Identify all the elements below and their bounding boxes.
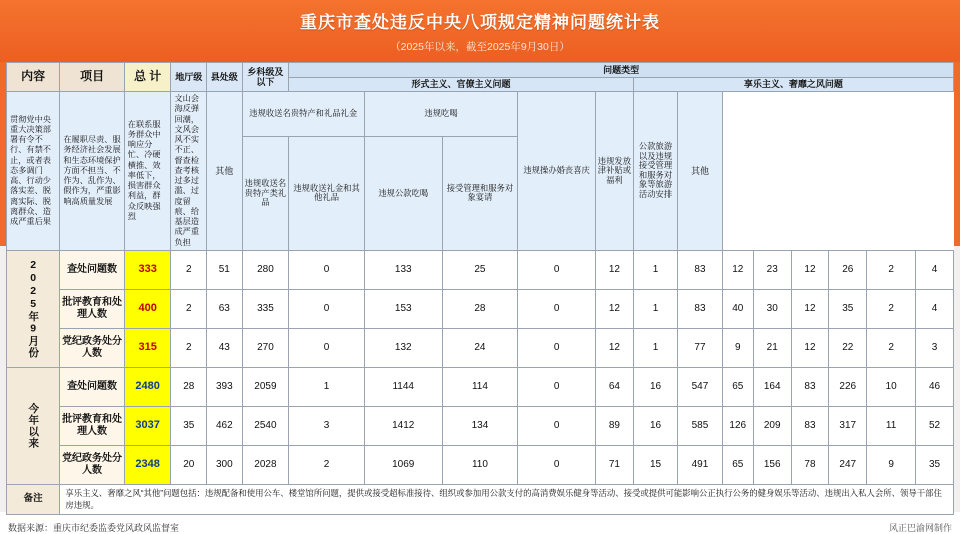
cell-h-other: 35	[916, 445, 954, 484]
note-label: 备注	[7, 484, 60, 515]
cell-city: 2	[171, 250, 207, 289]
header-h1b: 违规收送礼金和其他礼品	[289, 137, 365, 251]
table-note-row	[7, 484, 954, 515]
row-name: 查处问题数	[60, 367, 124, 406]
table-row	[7, 445, 954, 484]
header-group-formalism: 形式主义、官僚主义问题	[289, 77, 634, 92]
cell-h1a: 16	[633, 406, 677, 445]
cell-f-other: 12	[596, 328, 634, 367]
header-h5: 公款旅游以及违规接受管理和服务对象等旅游活动安排	[633, 92, 677, 251]
cell-h2a: 40	[722, 289, 753, 328]
cell-township: 270	[242, 328, 289, 367]
cell-county: 63	[207, 289, 243, 328]
cell-h5: 9	[867, 445, 916, 484]
header-content: 内容	[7, 63, 60, 92]
header-level-county: 县处级	[207, 63, 243, 92]
cell-h2a: 126	[722, 406, 753, 445]
table-row	[7, 250, 954, 289]
cell-h2b: 21	[753, 328, 791, 367]
cell-township: 335	[242, 289, 289, 328]
page-subtitle: （2025年以来，截至2025年9月30日）	[390, 41, 570, 53]
cell-h3: 12	[791, 289, 829, 328]
note-text: 享乐主义、奢靡之风“其他”问题包括：违规配备和使用公车、楼堂馆所问题，提供或接受超标准接待、组织或参加用公款支付的高消费娱乐健身等活动、接受或提供可能影响公正执行公务的健身娱乐等活动、违规出入私人会所、领导干部住房违规。	[60, 484, 954, 515]
row-name: 查处问题数	[60, 250, 124, 289]
header-h-other: 其他	[678, 92, 722, 251]
cell-city: 20	[171, 445, 207, 484]
cell-h1b: 491	[678, 445, 722, 484]
cell-f4: 0	[518, 250, 596, 289]
data-source: 数据来源：重庆市纪委监委党风政风监督室	[8, 523, 180, 534]
statistics-table-wrapper	[0, 62, 960, 515]
row-name: 批评教育和处理人数	[60, 289, 124, 328]
row-name: 批评教育和处理人数	[60, 406, 124, 445]
cell-f2: 133	[364, 250, 442, 289]
cell-f3: 28	[442, 289, 518, 328]
cell-h2b: 156	[753, 445, 791, 484]
header-f-other: 其他	[207, 92, 243, 251]
cell-h5: 10	[867, 367, 916, 406]
cell-h2b: 30	[753, 289, 791, 328]
cell-h2b: 209	[753, 406, 791, 445]
cell-f-other: 89	[596, 406, 634, 445]
cell-h2b: 164	[753, 367, 791, 406]
row-period-label-2	[7, 367, 60, 484]
cell-h2b: 23	[753, 250, 791, 289]
cell-city: 2	[171, 328, 207, 367]
cell-f4: 0	[518, 367, 596, 406]
cell-h3: 83	[791, 367, 829, 406]
cell-total: 3037	[124, 406, 171, 445]
cell-h1b: 83	[678, 289, 722, 328]
cell-f1: 0	[289, 328, 365, 367]
cell-h-other: 46	[916, 367, 954, 406]
cell-f-other: 64	[596, 367, 634, 406]
cell-f2: 1144	[364, 367, 442, 406]
cell-total: 333	[124, 250, 171, 289]
row-name: 党纪政务处分人数	[60, 445, 124, 484]
cell-f2: 1412	[364, 406, 442, 445]
cell-township: 2540	[242, 406, 289, 445]
cell-h3: 83	[791, 406, 829, 445]
table-row	[7, 328, 954, 367]
cell-city: 28	[171, 367, 207, 406]
cell-township: 280	[242, 250, 289, 289]
row-name: 党纪政务处分人数	[60, 328, 124, 367]
table-row	[7, 406, 954, 445]
cell-total: 2348	[124, 445, 171, 484]
cell-f-other: 12	[596, 250, 634, 289]
cell-total: 315	[124, 328, 171, 367]
cell-h1a: 1	[633, 289, 677, 328]
row-period-label-1	[7, 250, 60, 367]
cell-h-other: 4	[916, 289, 954, 328]
cell-h4: 317	[829, 406, 867, 445]
cell-township: 2028	[242, 445, 289, 484]
table-header-row-1	[7, 63, 954, 78]
cell-f1: 2	[289, 445, 365, 484]
cell-county: 51	[207, 250, 243, 289]
table-header-row-3	[7, 92, 954, 137]
cell-h3: 78	[791, 445, 829, 484]
header-problem-type: 问题类型	[289, 63, 954, 78]
cell-county: 462	[207, 406, 243, 445]
header-h2b: 接受管理和服务对象宴请	[442, 137, 518, 251]
period-label-text: 2025年9月份	[27, 259, 40, 359]
cell-f1: 3	[289, 406, 365, 445]
header-level-township: 乡科级及以下	[242, 63, 289, 92]
cell-h4: 226	[829, 367, 867, 406]
cell-f3: 114	[442, 367, 518, 406]
page-header	[0, 0, 960, 62]
period-label-text: 今年以来	[27, 402, 40, 449]
cell-f2: 153	[364, 289, 442, 328]
cell-h1a: 16	[633, 367, 677, 406]
cell-total: 400	[124, 289, 171, 328]
cell-f3: 24	[442, 328, 518, 367]
cell-h5: 2	[867, 328, 916, 367]
cell-township: 2059	[242, 367, 289, 406]
cell-f-other: 12	[596, 289, 634, 328]
cell-h4: 22	[829, 328, 867, 367]
header-item: 项目	[60, 63, 124, 92]
cell-h1b: 83	[678, 250, 722, 289]
cell-f2: 132	[364, 328, 442, 367]
header-f1: 贯彻党中央重大决策部署有令不行、有禁不止，或者表态多调门高、行动少落实差、脱离实际、脱离群众、造成严重后果	[7, 92, 60, 251]
cell-f1: 0	[289, 289, 365, 328]
header-h1a: 违规收送名贵特产类礼品	[242, 137, 289, 251]
cell-h1b: 77	[678, 328, 722, 367]
cell-h1a: 15	[633, 445, 677, 484]
cell-f4: 0	[518, 445, 596, 484]
cell-f3: 110	[442, 445, 518, 484]
cell-county: 393	[207, 367, 243, 406]
header-total: 总 计	[124, 63, 171, 92]
cell-f1: 0	[289, 250, 365, 289]
cell-h1b: 547	[678, 367, 722, 406]
header-h1: 违规收送名贵特产和礼品礼金	[242, 92, 364, 137]
cell-h2a: 65	[722, 445, 753, 484]
cell-h3: 12	[791, 328, 829, 367]
cell-f3: 25	[442, 250, 518, 289]
cell-city: 2	[171, 289, 207, 328]
cell-f2: 1069	[364, 445, 442, 484]
cell-h2a: 65	[722, 367, 753, 406]
cell-h4: 247	[829, 445, 867, 484]
cell-h2a: 9	[722, 328, 753, 367]
header-h2: 违规吃喝	[364, 92, 517, 137]
header-h2a: 违规公款吃喝	[364, 137, 442, 251]
cell-h1a: 1	[633, 250, 677, 289]
cell-h-other: 3	[916, 328, 954, 367]
header-group-hedonism: 享乐主义、奢靡之风问题	[633, 77, 953, 92]
cell-f-other: 71	[596, 445, 634, 484]
header-f3: 在联系服务群众中响应分忙、冷硬横推、效率低下，损害群众利益，群众反映强烈	[124, 92, 171, 251]
credit: 风正巴渝网制作	[888, 523, 952, 534]
table-row	[7, 289, 954, 328]
header-level-city: 地厅级	[171, 63, 207, 92]
cell-h-other: 4	[916, 250, 954, 289]
cell-h5: 11	[867, 406, 916, 445]
table-row	[7, 367, 954, 406]
cell-f4: 0	[518, 289, 596, 328]
cell-f1: 1	[289, 367, 365, 406]
cell-county: 43	[207, 328, 243, 367]
page-footer	[6, 521, 954, 534]
cell-h5: 2	[867, 250, 916, 289]
cell-f3: 134	[442, 406, 518, 445]
cell-county: 300	[207, 445, 243, 484]
cell-h-other: 52	[916, 406, 954, 445]
statistics-table	[6, 62, 954, 515]
cell-h1a: 1	[633, 328, 677, 367]
cell-h1b: 585	[678, 406, 722, 445]
page-title: 重庆市查处违反中央八项规定精神问题统计表	[300, 13, 660, 32]
cell-h2a: 12	[722, 250, 753, 289]
header-f2: 在履职尽责、服务经济社会发展和生态环境保护方面不担当、不作为、乱作为、假作为，严重影响高质量发展	[60, 92, 124, 251]
cell-f4: 0	[518, 406, 596, 445]
cell-h4: 26	[829, 250, 867, 289]
cell-f4: 0	[518, 328, 596, 367]
header-h4: 违规发放津补贴或福利	[596, 92, 634, 251]
cell-total: 2480	[124, 367, 171, 406]
header-f4: 文山会海反弹回潮，文风会风不实不正、督查检查考核过多过滥、过度留痕、给基层造成严重负担	[171, 92, 207, 251]
cell-h3: 12	[791, 250, 829, 289]
header-h3: 违规操办婚丧喜庆	[518, 92, 596, 251]
cell-h5: 2	[867, 289, 916, 328]
cell-city: 35	[171, 406, 207, 445]
cell-h4: 35	[829, 289, 867, 328]
